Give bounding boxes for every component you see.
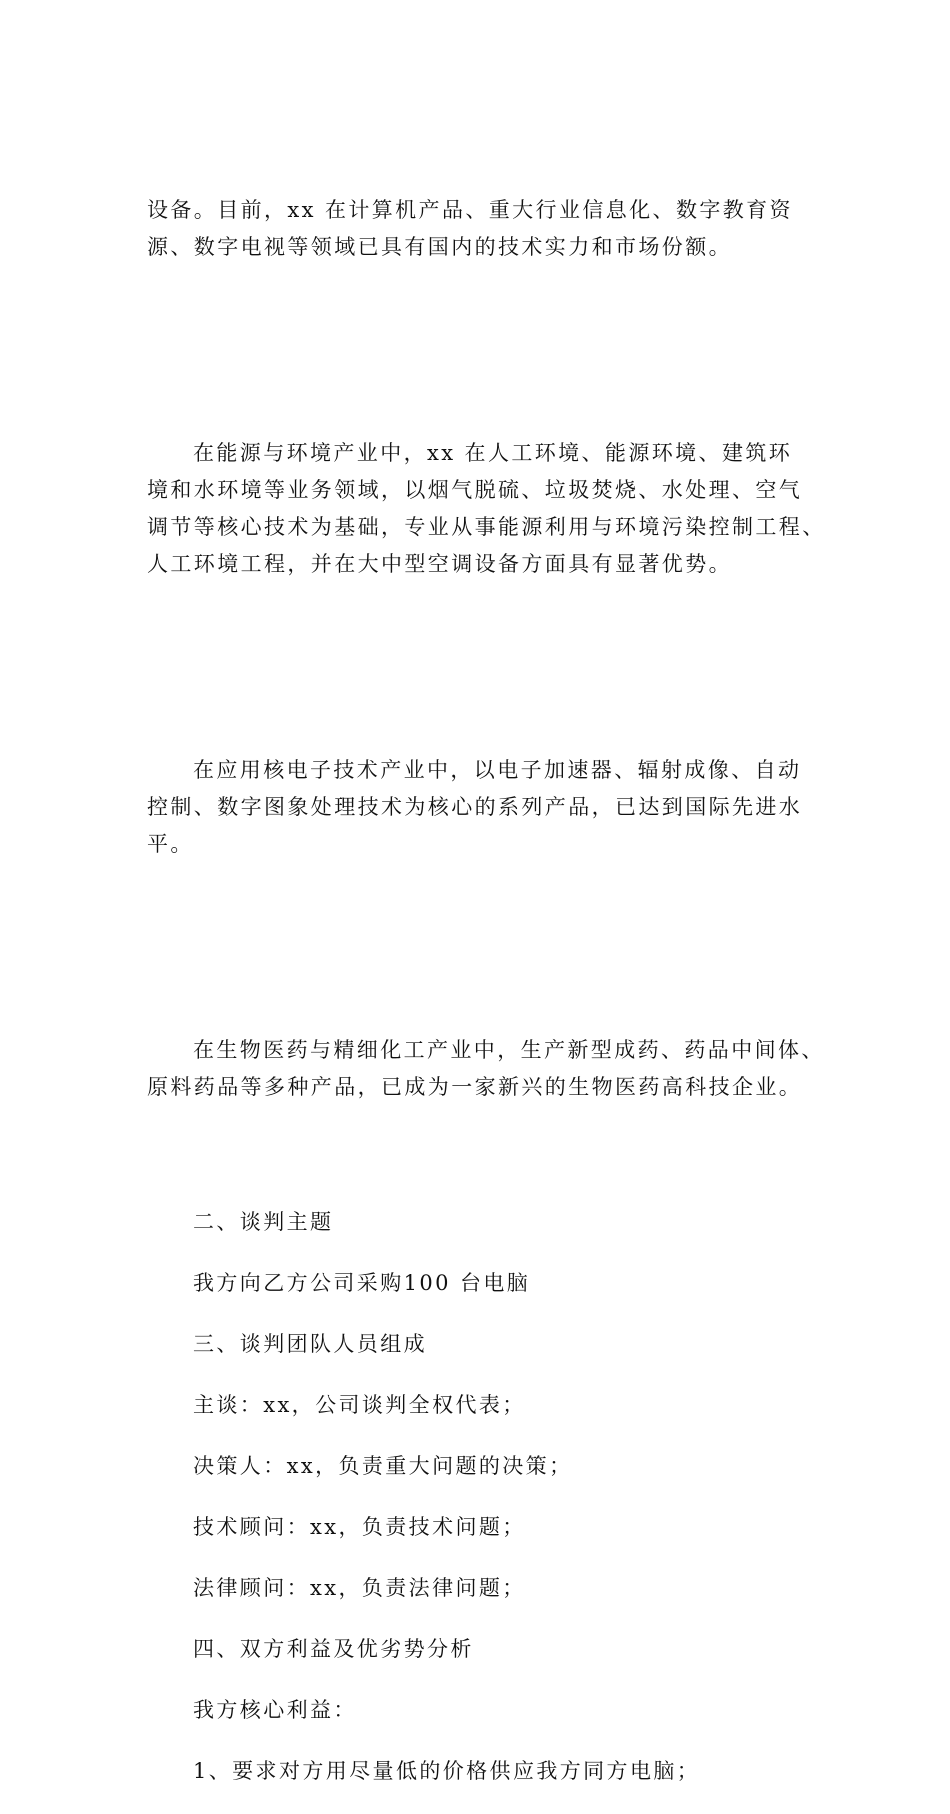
team-member-legal-advisor: 法律顾问：xx，负责法律问题； (193, 1576, 526, 1600)
paragraph-biomedicine (147, 958, 827, 1180)
text-line: 境和水环境等业务领域，以烟气脱硫、垃圾焚烧、水处理、空气 (147, 478, 803, 502)
section-heading-negotiation-topic: 二、谈判主题 (193, 1210, 334, 1234)
text-line: 在能源与环境产业中，xx 在人工环境、能源环境、建筑环 (193, 441, 793, 465)
paragraph-nuclear-electronics (147, 678, 827, 937)
paragraph-company-intro (147, 118, 827, 340)
document-body (147, 118, 827, 1814)
text-line: 调节等核心技术为基础，专业从事能源利用与环境污染控制工程、 (147, 515, 826, 539)
text-line: 平。 (147, 832, 194, 856)
section-heading-interest-analysis: 四、双方利益及优劣势分析 (193, 1637, 474, 1661)
paragraph-energy-environment (147, 361, 827, 657)
text-line: 设备。目前，xx 在计算机产品、重大行业信息化、数字教育资 (147, 198, 793, 222)
section-heading-team: 三、谈判团队人员组成 (193, 1332, 427, 1356)
core-interest-label: 我方核心利益： (193, 1698, 357, 1722)
text-line: 原料药品等多种产品，已成为一家新兴的生物医药高科技企业。 (147, 1075, 803, 1099)
interest-item: 1、要求对方用尽量低的价格供应我方同方电脑； (193, 1759, 701, 1783)
text-line: 在生物医药与精细化工产业中，生产新型成药、药品中间体、 (193, 1038, 825, 1062)
text-line: 源、数字电视等领域已具有国内的技术实力和市场份额。 (147, 235, 732, 259)
team-member-decision-maker: 决策人：xx，负责重大问题的决策； (193, 1454, 573, 1478)
team-member-chief-negotiator: 主谈：xx，公司谈判全权代表； (193, 1393, 526, 1417)
negotiation-topic-text: 我方向乙方公司采购100 台电脑 (193, 1271, 531, 1295)
text-line: 在应用核电子技术产业中，以电子加速器、辐射成像、自动 (193, 758, 802, 782)
text-line: 控制、数字图象处理技术为核心的系列产品，已达到国际先进水 (147, 795, 803, 819)
text-line: 人工环境工程，并在大中型空调设备方面具有显著优势。 (147, 552, 732, 576)
team-member-technical-advisor: 技术顾问：xx，负责技术问题； (193, 1515, 526, 1539)
